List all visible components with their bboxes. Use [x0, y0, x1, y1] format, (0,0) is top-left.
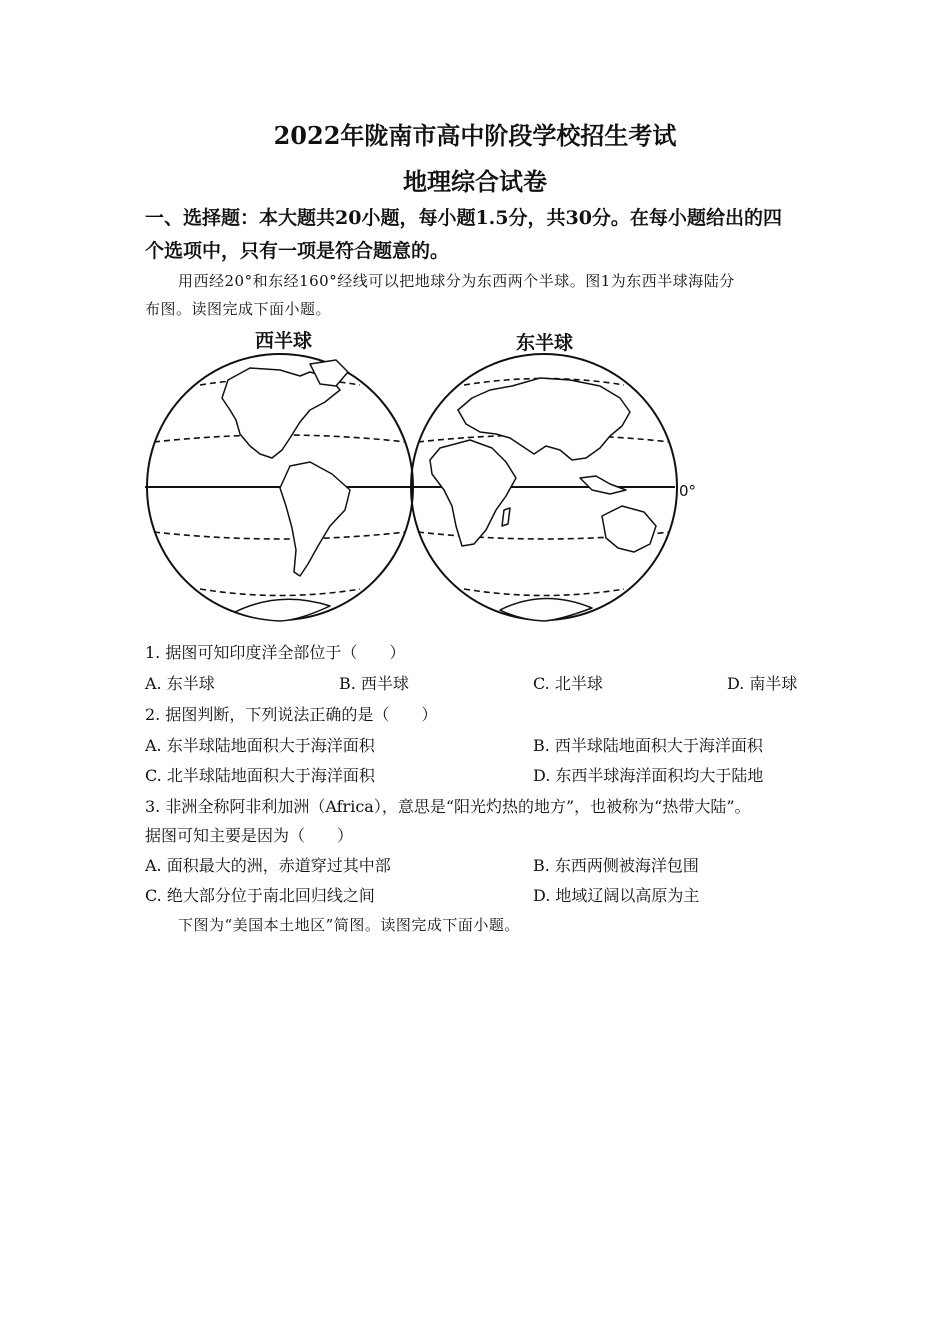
- indonesia-shape: [580, 476, 626, 494]
- antarctica-west-shape: [235, 599, 330, 621]
- question-2-option-b[interactable]: B. 西半球陆地面积大于海洋面积: [533, 736, 763, 755]
- intro-line1: 用西经20°和东经160°经线可以把地球分为东西两个半球。图1为东西半球海陆分: [178, 272, 735, 290]
- question-3-option-b[interactable]: B. 东西两侧被海洋包围: [533, 856, 699, 875]
- question-2-option-c[interactable]: C. 北半球陆地面积大于海洋面积: [145, 766, 375, 785]
- section-heading-line2: 个选项中，只有一项是符合题意的。: [145, 240, 450, 262]
- question-1-option-c[interactable]: C. 北半球: [533, 674, 603, 693]
- west-antarctic-circle: [200, 589, 360, 596]
- question-3-option-a[interactable]: A. 面积最大的洲，赤道穿过其中部: [145, 856, 391, 875]
- question-3-stem-line2: 据图可知主要是因为（ ）: [145, 826, 354, 845]
- question-1-stem: 1. 据图可知印度洋全部位于（ ）: [145, 643, 406, 662]
- question-3-option-c[interactable]: C. 绝大部分位于南北回归线之间: [145, 886, 375, 905]
- question-3-option-d[interactable]: D. 地域辽阔以高原为主: [533, 886, 700, 905]
- question-1-option-b[interactable]: B. 西半球: [339, 674, 409, 693]
- exam-subtitle: 地理综合试卷: [403, 167, 547, 196]
- west-hemisphere-label: 西半球: [255, 330, 313, 352]
- question-2-option-d[interactable]: D. 东西半球海洋面积均大于陆地: [533, 766, 764, 785]
- question-1-option-a[interactable]: A. 东半球: [145, 674, 215, 693]
- intro-line2: 布图。读图完成下面小题。: [145, 300, 332, 318]
- hemisphere-map: [140, 350, 680, 635]
- intro-2: 下图为“美国本土地区”简图。读图完成下面小题。: [178, 916, 520, 934]
- africa-shape: [430, 440, 516, 546]
- east-antarctic-circle: [464, 589, 624, 596]
- equator-label: 0°: [679, 482, 697, 500]
- question-3-stem-line1: 3. 非洲全称阿非利加洲（Africa），意思是“阳光灼热的地方”，也被称为“热带大陆”。: [145, 797, 751, 816]
- west-tropic-capricorn: [154, 532, 406, 539]
- question-2-option-a[interactable]: A. 东半球陆地面积大于海洋面积: [145, 736, 375, 755]
- question-2-stem: 2. 据图判断，下列说法正确的是（ ）: [145, 705, 438, 724]
- australia-shape: [602, 506, 656, 552]
- east-hemisphere-label: 东半球: [516, 332, 574, 354]
- south-america-shape: [280, 462, 350, 576]
- section-heading-line1: 一、选择题：本大题共20小题，每小题1.5分，共30分。在每小题给出的四: [145, 207, 782, 229]
- madagascar-shape: [502, 508, 510, 526]
- antarctica-east-shape: [500, 598, 592, 621]
- exam-title: 2022年陇南市高中阶段学校招生考试: [273, 121, 677, 150]
- question-1-option-d[interactable]: D. 南半球: [727, 674, 798, 693]
